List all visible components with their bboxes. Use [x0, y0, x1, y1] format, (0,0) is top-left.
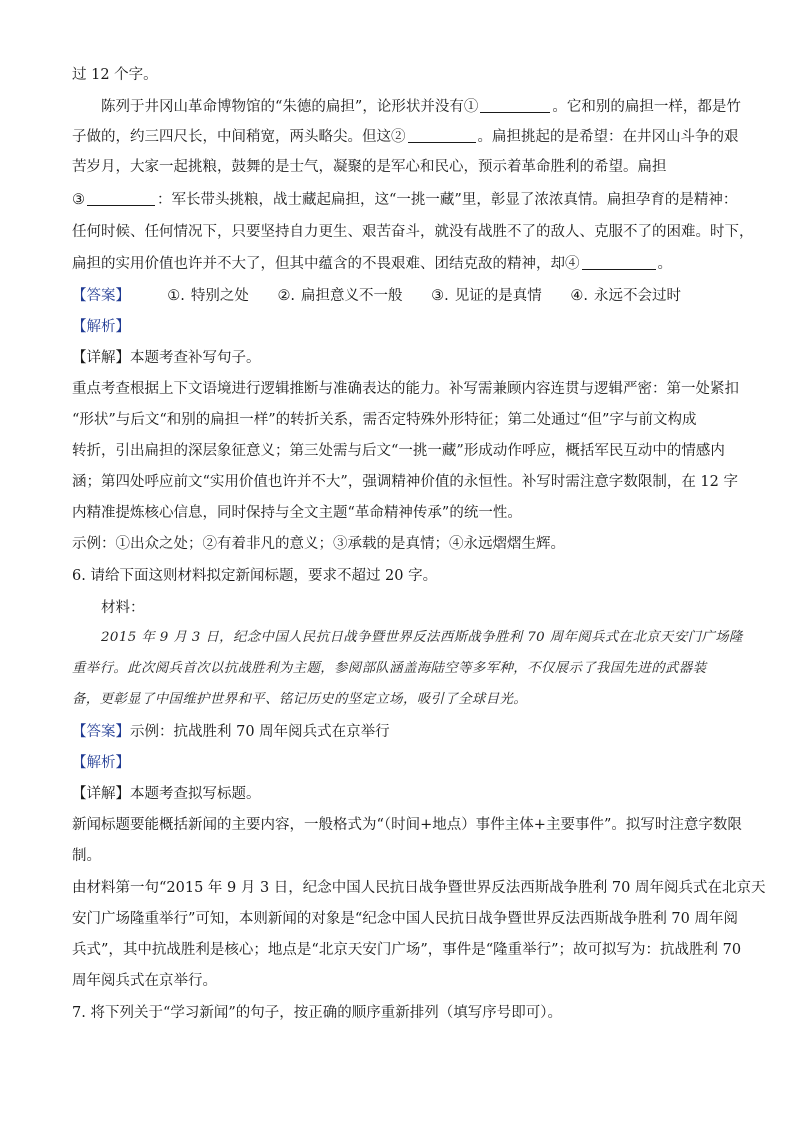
- answer-item-3: ③. 见证的是真情: [431, 288, 542, 304]
- detail-intro-text: 本题考查补写句子。: [130, 350, 261, 366]
- q6-material-line-2: 重举行。此次阅兵首次以抗战胜利为主题，参阅部队涵盖海陆空等多军种，不仅展示了我国先进的武器装: [72, 661, 707, 676]
- answer-tag: 【答案】: [72, 288, 130, 304]
- q5-question-tail: 过 12 个字。: [72, 67, 158, 83]
- passage-text: ：军长带头挑粮，战士藏起扁担，这“一挑一藏”里，彰显了浓浓真情。扁担孕育的是精神：: [157, 192, 738, 208]
- passage-line-4: [72, 189, 737, 211]
- passage-line-5: 任何时候、任何情况下，只要坚持自力更生、艰苦奋斗，就没有战胜不了的敌人、克服不了的困难。时下，: [72, 224, 754, 240]
- passage-text: 子做的，约三四尺长，中间稍宽，两头略尖。但这②: [72, 129, 406, 145]
- answer-blank-3: [87, 191, 155, 206]
- detail-intro-text: 本题考查拟写标题。: [130, 786, 261, 802]
- answer-blank-4: [582, 255, 656, 270]
- q6-detail-line-1: 新闻标题要能概括新闻的主要内容，一般格式为“（时间+地点）事件主体+主要事件”。拟写时注意字数限: [72, 817, 742, 833]
- q5-detail-line-2: “形状”与后文“和别的扁担一样”的转折关系，需否定特殊外形特征；第二处通过“但”字与前文构成: [72, 412, 697, 428]
- q6-question: 6. 请给下面这则材料拟定新闻标题，要求不超过 20 字。: [72, 568, 438, 584]
- answer-item-2: ②. 扁担意义不一般: [277, 288, 403, 304]
- q5-detail-intro: [72, 347, 261, 369]
- passage-line-6: [72, 253, 672, 275]
- passage-text: 。它和别的扁担一样，都是竹: [552, 99, 741, 115]
- q6-answer-row: [72, 721, 390, 743]
- passage-text: 扁担的实用价值也许并不大了，但其中蕴含的不畏艰难、团结克敌的精神，却④: [72, 256, 580, 272]
- q6-detail-line-3: 由材料第一句“2015 年 9 月 3 日，纪念中国人民抗日战争暨世界反法西斯战争胜利 70 周年阅兵式在北京天: [72, 880, 766, 896]
- q6-detail-line-6: 周年阅兵式在京举行。: [72, 973, 217, 989]
- q7-question: 7. 将下列关于“学习新闻”的句子，按正确的顺序重新排列（填写序号即可）。: [72, 1005, 563, 1021]
- q6-detail-line-2: 制。: [72, 848, 101, 864]
- detail-tag: 【详解】: [72, 350, 130, 366]
- passage-text: 。扁担挑起的是希望：在井冈山斗争的艰: [477, 129, 739, 145]
- q5-analysis-tag: 【解析】: [72, 319, 130, 335]
- q6-material-line-3: 备，更彰显了中国维护世界和平、铭记历史的坚定立场，吸引了全球目光。: [72, 692, 528, 707]
- answer-blank-2: [408, 128, 476, 143]
- q5-detail-line-3: 转折，引出扁担的深层象征意义；第三处需与后文“一挑一藏”形成动作呼应，概括军民互动中的情感内: [72, 443, 725, 459]
- passage-line-3: 苦岁月，大家一起挑粮，鼓舞的是士气，凝聚的是军心和民心，预示着革命胜利的希望。扁担: [72, 159, 667, 175]
- q5-detail-line-4: 涵；第四处呼应前文“实用价值也许并不大”，强调精神价值的永恒性。补写时需注意字数限制，在 12 字: [72, 474, 738, 490]
- detail-tag: 【详解】: [72, 786, 130, 802]
- q5-detail-example: 示例：①出众之处；②有着非凡的意义；③承载的是真情；④永远熠熠生辉。: [72, 536, 565, 552]
- q6-answer-text: 示例：抗战胜利 70 周年阅兵式在京举行: [130, 724, 390, 740]
- passage-line-1: [101, 96, 741, 118]
- q6-detail-line-5: 兵式”，其中抗战胜利是核心；地点是“北京天安门广场”，事件是“隆重举行”；故可拟写为：抗战胜利 70: [72, 942, 742, 958]
- answer-item-1: ①. 特别之处: [167, 288, 249, 304]
- q5-detail-line-5: 内精准提炼核心信息，同时保持与全文主题“革命精神传承”的统一性。: [72, 505, 522, 521]
- q6-detail-line-4: 安门广场隆重举行”可知，本则新闻的对象是“纪念中国人民抗日战争暨世界反法西斯战争胜利 70 周年阅: [72, 911, 738, 927]
- q5-detail-line-1: 重点考查根据上下文语境进行逻辑推断与准确表达的能力。补写需兼顾内容连贯与逻辑严密：第一处紧扣: [72, 381, 739, 397]
- passage-text: ③: [72, 192, 85, 208]
- passage-line-2: [72, 126, 739, 148]
- answer-tag: 【答案】: [72, 724, 130, 740]
- answer-blank-1: [480, 98, 550, 113]
- q6-material-line-1: 2015 年 9 月 3 日，纪念中国人民抗日战争暨世界反法西斯战争胜利 70 周年阅兵式在北京天安门广场隆: [101, 630, 743, 645]
- q6-analysis-tag: 【解析】: [72, 755, 130, 771]
- q6-detail-intro: [72, 783, 261, 805]
- passage-text: 。: [657, 256, 672, 272]
- passage-text: 陈列于井冈山革命博物馆的“朱德的扁担”，论形状并没有①: [101, 99, 479, 115]
- q5-answer-row: [72, 285, 681, 307]
- q6-material-label: 材料：: [101, 600, 145, 616]
- answer-item-4: ④. 永远不会过时: [570, 288, 681, 304]
